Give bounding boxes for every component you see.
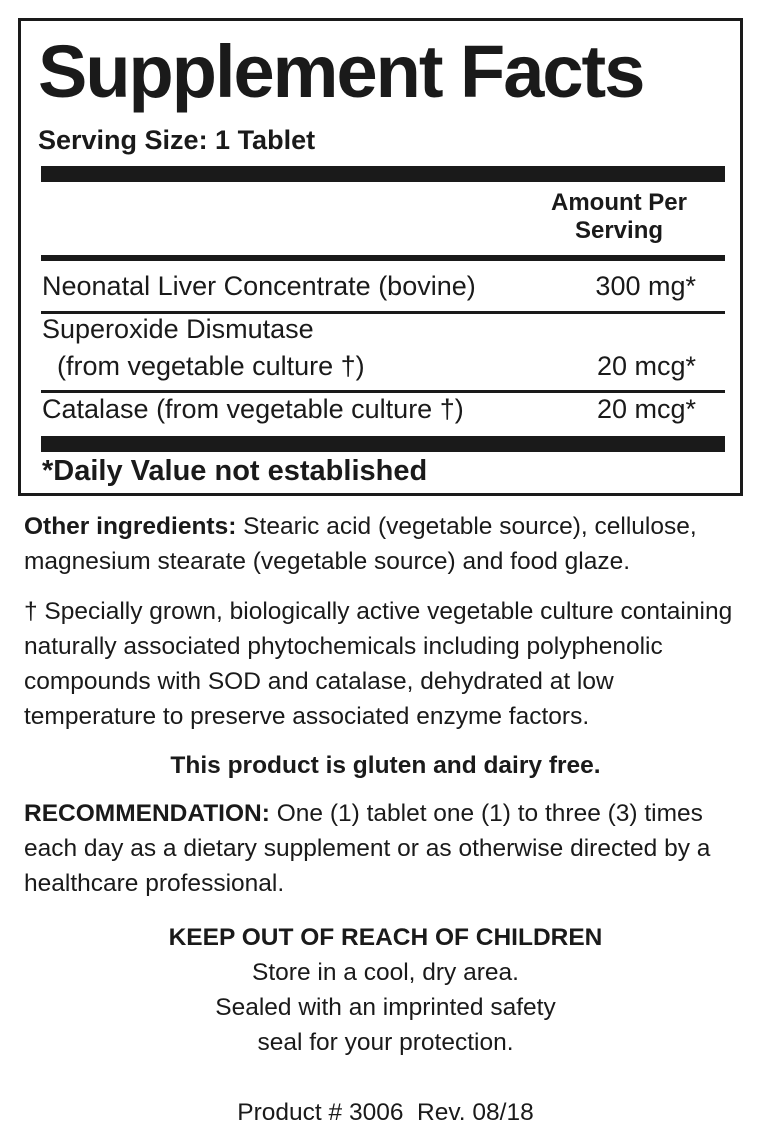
amount-per-serving-header [534, 189, 704, 245]
warning-heading: KEEP OUT OF REACH OF CHILDREN [168, 924, 603, 951]
dagger-footnote: † Specially grown, biologically active vegetable culture containing naturally associated phytochemicals including polyphenolic compounds with SOD and catalase, dehydrated at low temperature to preserve associated enzyme factors. [24, 598, 733, 730]
row-divider [41, 390, 725, 393]
seal-note-line-1: Sealed with an imprinted safety [215, 994, 556, 1021]
other-ingredients-label: Other ingredients: [24, 513, 237, 540]
divider-thick-top [41, 166, 725, 182]
storage-note: Store in a cool, dry area. [252, 959, 519, 986]
ingredient-amount: 300 mg* [595, 271, 696, 301]
daily-value-note: *Daily Value not established [42, 455, 428, 487]
ingredient-name-source: (from vegetable culture †) [57, 351, 365, 381]
ingredient-name: Catalase (from vegetable culture †) [42, 394, 464, 424]
ingredient-amount: 20 mcg* [596, 394, 696, 424]
serving-size: Serving Size: 1 Tablet [38, 125, 316, 155]
divider-thick-bottom [41, 436, 725, 452]
seal-note-line-2: seal for your protection. [257, 1029, 514, 1056]
ingredient-amount: 20 mcg* [596, 351, 696, 381]
ingredient-name: Neonatal Liver Concentrate (bovine) [42, 271, 476, 301]
divider-header [41, 255, 725, 261]
panel-title: Supplement Facts [38, 30, 644, 113]
other-ingredients [24, 509, 749, 579]
gluten-free-note: This product is gluten and dairy free. [170, 752, 601, 779]
ingredient-name: Superoxide Dismutase [42, 314, 314, 344]
other-ingredients-text: Stearic acid (vegetable source), cellulose, magnesium stearate (vegetable source) and food glaze. [24, 513, 697, 575]
amount-header-line-1: Amount Per [550, 189, 687, 216]
recommendation-text: One (1) tablet one (1) to three (3) times each day as a dietary supplement or as otherwise directed by a healthcare professional. [24, 800, 711, 897]
supplement-facts-panel [18, 18, 743, 496]
product-info: Product # 3006 Rev. 08/18 [237, 1099, 534, 1126]
amount-header-line-2: Serving [574, 217, 664, 244]
recommendation-label: RECOMMENDATION: [24, 800, 270, 827]
recommendation [24, 796, 749, 901]
